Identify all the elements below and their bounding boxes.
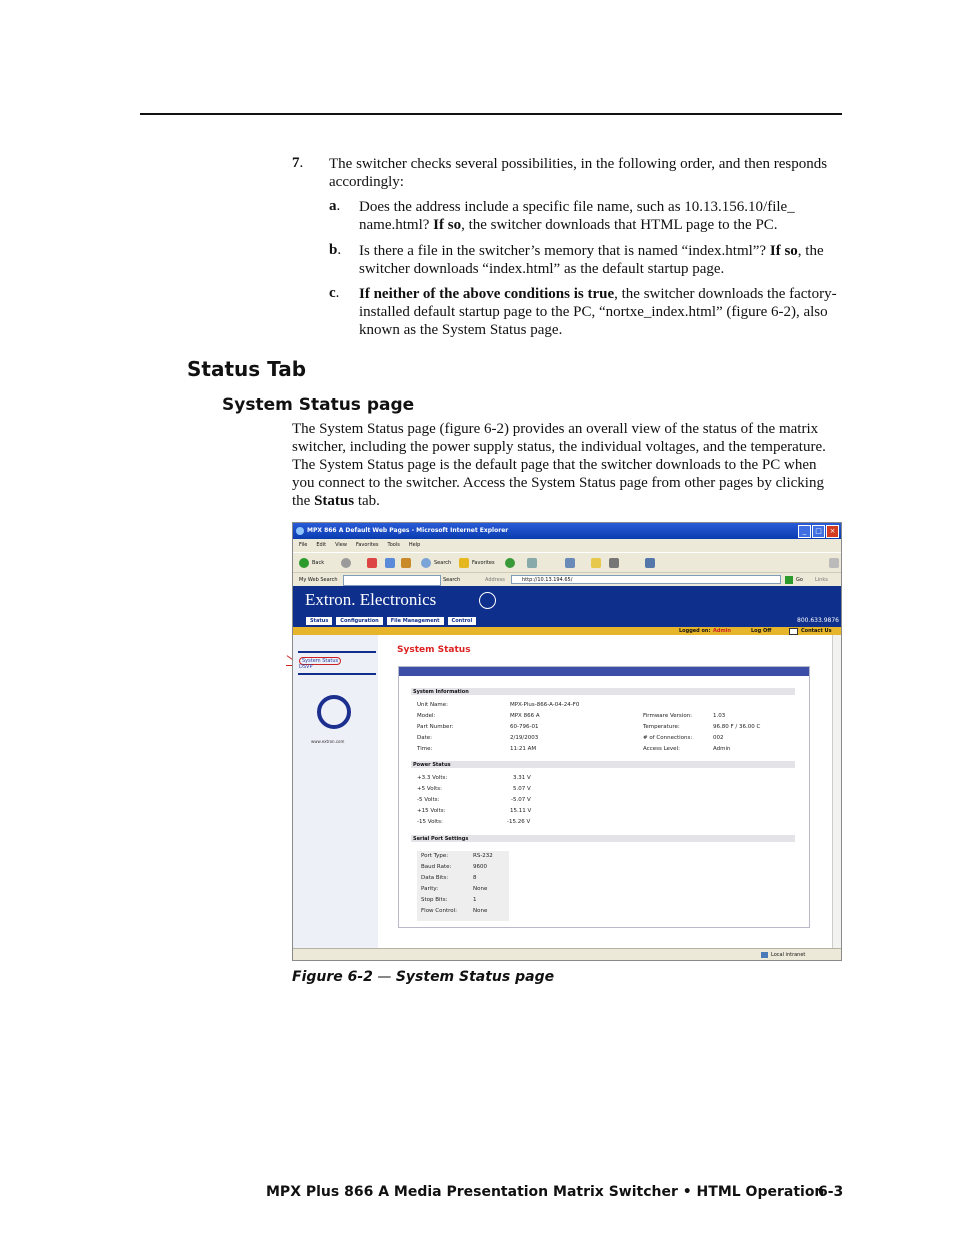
refresh-icon[interactable] (385, 558, 395, 568)
sidebar (293, 635, 378, 948)
serial-value: None (473, 886, 488, 892)
browser-statusbar (293, 948, 841, 961)
header-rule (140, 113, 842, 115)
serial-label: Data Bits: (421, 875, 449, 881)
tools-icon[interactable] (609, 558, 619, 568)
info-value: 96.80 F / 36.00 C (713, 724, 761, 730)
body-paragraph: The System Status page (figure 6-2) provides an overall view of the status of the matrix switcher, including the power supply status, the individual voltages, and the temperature. The System Status page is the default page that the switcher downloads to the PC when you connect to the switcher. Access the System Status page from other pages by clicking the Status tab. (292, 421, 826, 509)
window-title: MPX 866 A Default Web Pages - Microsoft Internet Explorer (307, 527, 509, 534)
folder-icon[interactable] (591, 558, 601, 568)
menu-edit[interactable]: Edit (316, 542, 327, 548)
sidebar-divider (298, 651, 376, 653)
power-value: -5.07 V (511, 797, 531, 803)
power-value: 3.31 V (513, 775, 531, 781)
address-bar (293, 572, 841, 587)
serial-label: Port Type: (421, 853, 449, 859)
search-button[interactable]: Search (443, 577, 461, 583)
section-power-status: Power Status (413, 762, 451, 768)
info-value: 002 (713, 735, 724, 741)
globe-icon (479, 592, 496, 609)
home-icon[interactable] (401, 558, 411, 568)
serial-label: Stop Bits: (421, 897, 448, 903)
menu-tools[interactable]: Tools (387, 542, 400, 548)
logged-on-label: Logged on: (679, 628, 711, 634)
search-label[interactable]: Search (434, 560, 452, 566)
item-c-text: If neither of the above conditions is true, the switcher downloads the factory-installed default startup page to the PC, “nortxe_index.html” (figure 6-2), also known as the System Status page. (359, 286, 837, 338)
sidebar-url[interactable]: www.extron.com (311, 739, 345, 744)
tab-status[interactable]: Status (305, 616, 333, 625)
favorites-icon[interactable] (459, 558, 469, 568)
power-label: -5 Volts: (417, 797, 440, 803)
sidebar-divider (298, 673, 376, 675)
zone-label: Local intranet (771, 952, 806, 958)
heading-system-status-page: System Status page (222, 395, 415, 415)
back-label[interactable]: Back (312, 560, 325, 566)
section-bar (411, 761, 795, 768)
stop-icon[interactable] (367, 558, 377, 568)
address-label: Address (485, 577, 505, 583)
info-label: # of Connections: (643, 735, 693, 741)
serial-value: 8 (473, 875, 477, 881)
power-label: +5 Volts: (417, 786, 442, 792)
print-icon[interactable] (565, 558, 575, 568)
serial-value: RS-232 (473, 853, 493, 859)
minimize-icon[interactable]: _ (798, 525, 811, 538)
extron-e-icon (317, 695, 351, 729)
power-label: +3.3 Volts: (417, 775, 448, 781)
logoff-link[interactable]: Log Off (751, 628, 772, 634)
browser-toolbar (293, 552, 841, 573)
panel-header (399, 667, 809, 676)
info-label: Model: (417, 713, 436, 719)
info-value: Admin (713, 746, 731, 752)
scrollbar[interactable] (832, 635, 841, 948)
info-value: 1.03 (713, 713, 726, 719)
forward-icon[interactable] (341, 558, 351, 568)
back-icon[interactable] (299, 558, 309, 568)
nav-tabs (305, 616, 477, 625)
brand-logo: Extron. Electronics (305, 590, 437, 609)
tab-file-management[interactable]: File Management (386, 616, 445, 625)
serial-label: Flow Control: (421, 908, 458, 914)
logged-user: Admin (713, 628, 731, 634)
power-label: +15 Volts: (417, 808, 446, 814)
menu-bar (293, 539, 842, 552)
menu-favorites[interactable]: Favorites (355, 542, 379, 548)
power-value: -15.26 V (507, 819, 531, 825)
links-button[interactable]: Links (815, 577, 828, 583)
go-icon[interactable] (785, 576, 793, 584)
user-strip (293, 627, 841, 635)
page-number: 6-3 (818, 1184, 844, 1200)
item-a-text: Does the address include a specific file name, such as 10.13.156.10/file_ name.html? If so, the switcher downloads that HTML page to the PC. (359, 199, 795, 233)
mail-icon (789, 628, 798, 635)
menu-view[interactable]: View (335, 542, 347, 548)
info-label: Temperature: (643, 724, 680, 730)
info-label: Access Level: (643, 746, 680, 752)
section-system-information: System Information (413, 689, 469, 695)
power-value: 5.07 V (513, 786, 531, 792)
menu-file[interactable]: File (299, 542, 308, 548)
item-c-letter: c. (329, 285, 340, 301)
heading-status-tab: Status Tab (187, 357, 307, 381)
step-number: 7. (292, 155, 304, 171)
page-footer: MPX Plus 866 A Media Presentation Matrix Switcher • HTML Operation (266, 1184, 825, 1200)
intranet-icon (761, 952, 768, 958)
serial-label: Baud Rate: (421, 864, 452, 870)
info-label: Firmware Version: (643, 713, 693, 719)
serial-value: None (473, 908, 488, 914)
contact-link[interactable]: Contact Us (801, 628, 832, 634)
info-label: Date: (417, 735, 432, 741)
section-bar (411, 835, 795, 842)
item-b-text: Is there a file in the switcher’s memory that is named “index.html”? If so, the switcher downloads “index.html” as the default startup page. (359, 243, 824, 277)
go-button[interactable]: Go (796, 577, 803, 583)
info-value: 11:21 AM (510, 746, 537, 752)
tab-control[interactable]: Control (447, 616, 478, 625)
window-titlebar (293, 523, 841, 539)
info-label: Part Number: (417, 724, 454, 730)
mail-icon[interactable] (527, 558, 537, 568)
serial-value: 9600 (473, 864, 487, 870)
history-icon[interactable] (505, 558, 515, 568)
section-serial-port-settings: Serial Port Settings (413, 836, 469, 842)
page-title: System Status (397, 645, 471, 655)
info-label: Unit Name: (417, 702, 449, 708)
favorites-label[interactable]: Favorites (472, 560, 495, 566)
item-b-letter: b. (329, 242, 342, 258)
web-search-input[interactable] (343, 575, 441, 586)
power-value: 15.11 V (510, 808, 532, 814)
close-icon[interactable]: × (826, 525, 839, 538)
power-label: -15 Volts: (417, 819, 443, 825)
browser-screenshot (292, 522, 842, 961)
info-label: Time: (417, 746, 433, 752)
menu-help[interactable]: Help (408, 542, 421, 548)
serial-value: 1 (473, 897, 477, 903)
step-text: The switcher checks several possibilities, in the following order, and then responds accordingly: (329, 156, 828, 190)
my-web-search-label: My Web Search (299, 577, 338, 583)
maximize-icon[interactable]: □ (812, 525, 825, 538)
info-value: 2/19/2003 (510, 735, 539, 741)
tab-configuration[interactable]: Configuration (335, 616, 383, 625)
status-panel (398, 666, 810, 928)
extra-icon[interactable] (829, 558, 839, 568)
search-icon[interactable] (421, 558, 431, 568)
sidebar-link-dsvp[interactable]: DSVP (299, 664, 313, 670)
info-value: MPX-Plus-866-A-04-24-F0 (510, 702, 580, 708)
serial-label: Parity: (421, 886, 439, 892)
item-a-letter: a. (329, 198, 341, 214)
info-value: MPX 866 A (510, 713, 540, 719)
sidebar-link-system-status[interactable]: System Status (299, 657, 341, 665)
phone-number: 800.633.9876 (797, 617, 839, 624)
address-input[interactable]: http://10.13.194.65/ (511, 575, 781, 584)
figure-caption: Figure 6-2 — System Status page (292, 969, 555, 985)
messenger-icon[interactable] (645, 558, 655, 568)
ie-icon (296, 527, 304, 535)
info-value: 60-796-01 (510, 724, 539, 730)
